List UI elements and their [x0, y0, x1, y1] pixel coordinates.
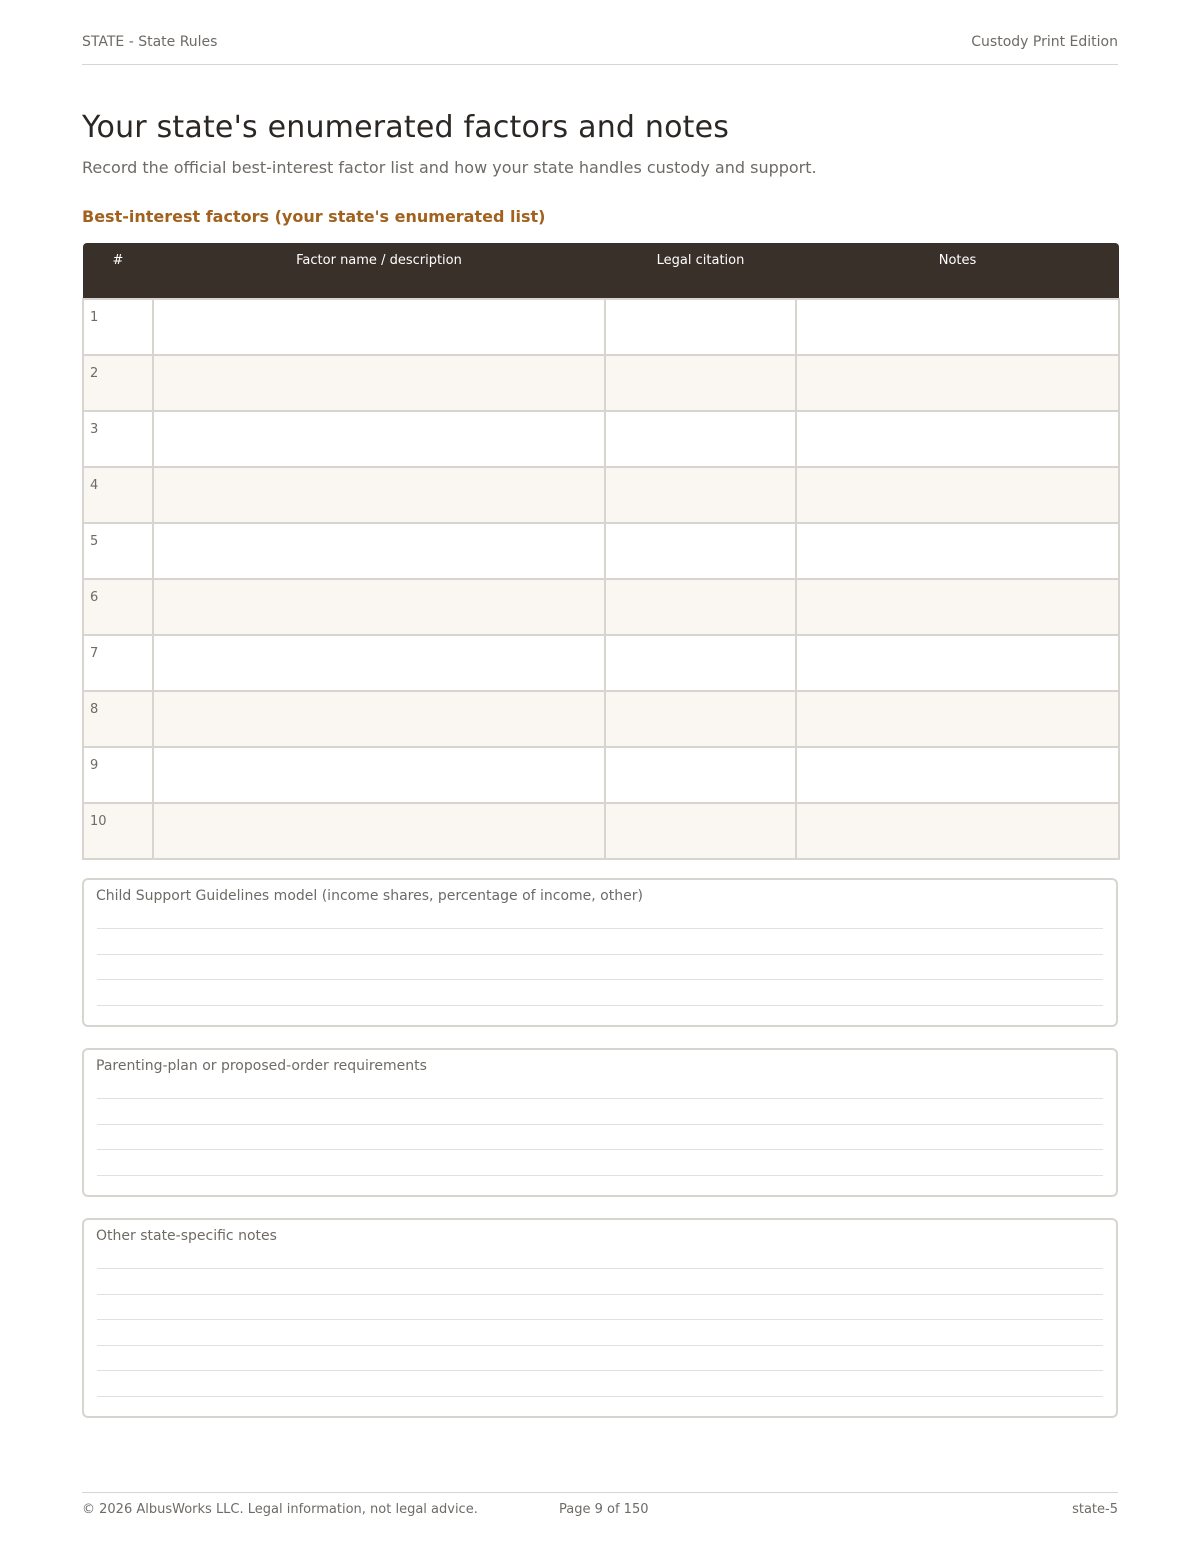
factor-name-field[interactable] [153, 299, 605, 355]
factor-number-cell: 8 [83, 691, 153, 747]
column-header-notes: Notes [796, 243, 1119, 299]
factor-citation-field[interactable] [605, 803, 796, 859]
factor-notes-field[interactable] [796, 411, 1119, 467]
factor-notes-field[interactable] [796, 523, 1119, 579]
page-subtitle: Record the official best-interest factor list and how your state handles custody and support. [82, 158, 817, 177]
factor-name-field[interactable] [153, 747, 605, 803]
footer-page-number: Page 9 of 150 [559, 1502, 649, 1517]
factor-row [83, 803, 1119, 859]
factor-citation-field[interactable] [605, 579, 796, 635]
factor-citation-field[interactable] [605, 691, 796, 747]
factor-row [83, 747, 1119, 803]
factor-notes-field[interactable] [796, 467, 1119, 523]
writing-line[interactable] [97, 1005, 1103, 1006]
factor-name-field[interactable] [153, 355, 605, 411]
factor-name-field[interactable] [153, 803, 605, 859]
factor-notes-field[interactable] [796, 691, 1119, 747]
notes-box-label: Parenting-plan or proposed-order requirements [96, 1058, 427, 1074]
factor-notes-field[interactable] [796, 579, 1119, 635]
factor-name-field[interactable] [153, 411, 605, 467]
factor-number-cell: 4 [83, 467, 153, 523]
factors-table [82, 243, 1120, 860]
notes-box[interactable] [82, 1048, 1118, 1197]
factors-header-row [83, 243, 1119, 299]
writing-line[interactable] [97, 1124, 1103, 1125]
factor-name-field[interactable] [153, 691, 605, 747]
writing-line[interactable] [97, 1319, 1103, 1320]
factor-citation-field[interactable] [605, 355, 796, 411]
writing-line[interactable] [97, 1396, 1103, 1397]
factor-number-cell: 7 [83, 635, 153, 691]
factor-row [83, 355, 1119, 411]
column-header-factor: Factor name / description [153, 243, 605, 299]
writing-line[interactable] [97, 1149, 1103, 1150]
factor-row [83, 635, 1119, 691]
factor-name-field[interactable] [153, 579, 605, 635]
factor-name-field[interactable] [153, 635, 605, 691]
factor-number-cell: 6 [83, 579, 153, 635]
notes-box[interactable] [82, 1218, 1118, 1418]
factor-row [83, 467, 1119, 523]
factor-row [83, 691, 1119, 747]
writing-line[interactable] [97, 928, 1103, 929]
factor-notes-field[interactable] [796, 803, 1119, 859]
footer-copyright: © 2026 AlbusWorks LLC. Legal information, not legal advice. [82, 1502, 478, 1517]
column-header-citation: Legal citation [605, 243, 796, 299]
notes-box[interactable] [82, 878, 1118, 1027]
factor-citation-field[interactable] [605, 467, 796, 523]
factor-number-cell: 1 [83, 299, 153, 355]
factor-row [83, 411, 1119, 467]
factor-citation-field[interactable] [605, 411, 796, 467]
writing-line[interactable] [97, 954, 1103, 955]
factor-notes-field[interactable] [796, 635, 1119, 691]
factor-citation-field[interactable] [605, 299, 796, 355]
factor-number-cell: 9 [83, 747, 153, 803]
writing-line[interactable] [97, 1370, 1103, 1371]
factor-citation-field[interactable] [605, 523, 796, 579]
factor-citation-field[interactable] [605, 635, 796, 691]
factor-citation-field[interactable] [605, 747, 796, 803]
writing-line[interactable] [97, 1345, 1103, 1346]
page-footer [82, 1492, 1118, 1517]
factor-row [83, 579, 1119, 635]
factor-name-field[interactable] [153, 467, 605, 523]
factor-number-cell: 3 [83, 411, 153, 467]
writing-line[interactable] [97, 1175, 1103, 1176]
factor-name-field[interactable] [153, 523, 605, 579]
header-section-name: STATE - State Rules [82, 34, 218, 50]
factors-section-label: Best-interest factors (your state's enumerated list) [82, 207, 546, 226]
factor-number-cell: 2 [83, 355, 153, 411]
column-header-number: # [83, 243, 153, 299]
page [82, 0, 1118, 1553]
writing-line[interactable] [97, 1294, 1103, 1295]
header-edition-name: Custody Print Edition [971, 34, 1118, 50]
factor-notes-field[interactable] [796, 355, 1119, 411]
notes-box-label: Other state-specific notes [96, 1228, 277, 1244]
writing-line[interactable] [97, 979, 1103, 980]
running-header [82, 32, 1118, 65]
writing-line[interactable] [97, 1268, 1103, 1269]
factor-number-cell: 10 [83, 803, 153, 859]
factor-number-cell: 5 [83, 523, 153, 579]
writing-line[interactable] [97, 1098, 1103, 1099]
notes-box-label: Child Support Guidelines model (income shares, percentage of income, other) [96, 888, 643, 904]
factor-row [83, 523, 1119, 579]
factor-notes-field[interactable] [796, 747, 1119, 803]
factor-row [83, 299, 1119, 355]
factor-notes-field[interactable] [796, 299, 1119, 355]
footer-page-id: state-5 [1072, 1502, 1118, 1517]
page-title: Your state's enumerated factors and notes [82, 110, 730, 145]
